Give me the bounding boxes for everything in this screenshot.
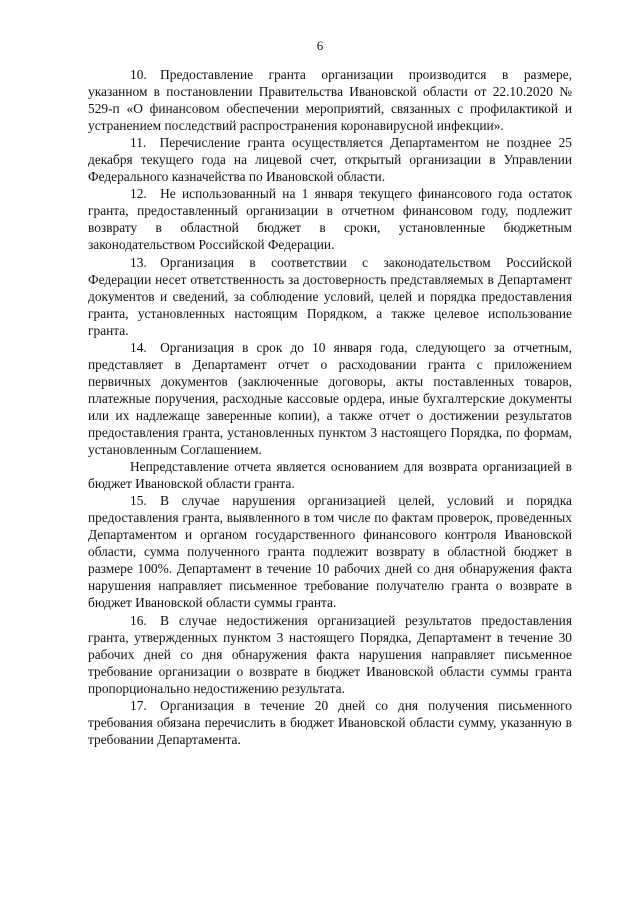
document-body	[88, 66, 572, 748]
paragraph-16: 16. В случае недостижения организацией результатов предоставления гранта, утвержденных пунктом 3 настоящего Порядка, Департамент в течение 30 рабочих дней со дня обнаружения факта нарушения направляет письменное требование организации о возврате в бюджет Ивановской области суммы гранта пропорционально недостижению результата.	[88, 612, 572, 696]
paragraph-13: 13. Организация в соответствии с законодательством Российской Федерации несет ответственность за достоверность представляемых в Департамент документов и сведений, за соблюдение условий, целей и порядка предоставления гранта, установленных настоящим Порядком, а также целевое использование гранта.	[88, 254, 572, 338]
paragraph-15: 15. В случае нарушения организацией целей, условий и порядка предоставления гранта, выявленного в том числе по фактам проверок, проведенных Департаментом и органом государственного финансового контроля Ивановской области, сумма полученного гранта подлежит возврату в областной бюджет в размере 100%. Департамент в течение 10 рабочих дней со дня обнаружения факта нарушения направляет письменное требование получателю гранта о возврате в бюджет Ивановской области суммы гранта.	[88, 493, 572, 611]
paragraph-10: 10. Предоставление гранта организации производится в размере, указанном в постановлении Правительства Ивановской области от 22.10.2020 № 529-п «О финансовом обеспечении мероприятий, связанных с профилактикой и устранением последствий распространения коронавирусной инфекции».	[88, 67, 572, 134]
page-number: 6	[316, 38, 324, 53]
paragraph-14: 14. Организация в срок до 10 января года, следующего за отчетным, представляет в Департамент отчет о расходовании гранта с приложением первичных документов (заключенные договоры, акты поставленных товаров, платежные поручения, расходные кассовые ордера, иные бухгалтерские документы или их надлежаще заверенные копии), а также отчет о достижении результатов предоставления гранта, установленных пунктом 3 настоящего Порядка, по формам, установленным Соглашением.	[88, 339, 572, 458]
paragraph-12: 12. Не использованный на 1 января текущего финансового года остаток гранта, предоставленный организации в отчетном финансовом году, подлежит возврату в областной бюджет в сроки, установленные бюджетным законодательством Российской Федерации.	[88, 186, 572, 253]
paragraph-17: 17. Организация в течение 20 дней со дня получения письменного требования обязана перечислить в бюджет Ивановской области сумму, указанную в требовании Департамента.	[88, 697, 572, 747]
paragraph-14-note: Непредставление отчета является основанием для возврата организацией в бюджет Ивановской области гранта.	[88, 459, 572, 492]
paragraph-11: 11. Перечисление гранта осуществляется Департаментом не позднее 25 декабря текущего года на лицевой счет, открытый организации в Управлении Федерального казначейства по Ивановской области.	[88, 135, 572, 185]
